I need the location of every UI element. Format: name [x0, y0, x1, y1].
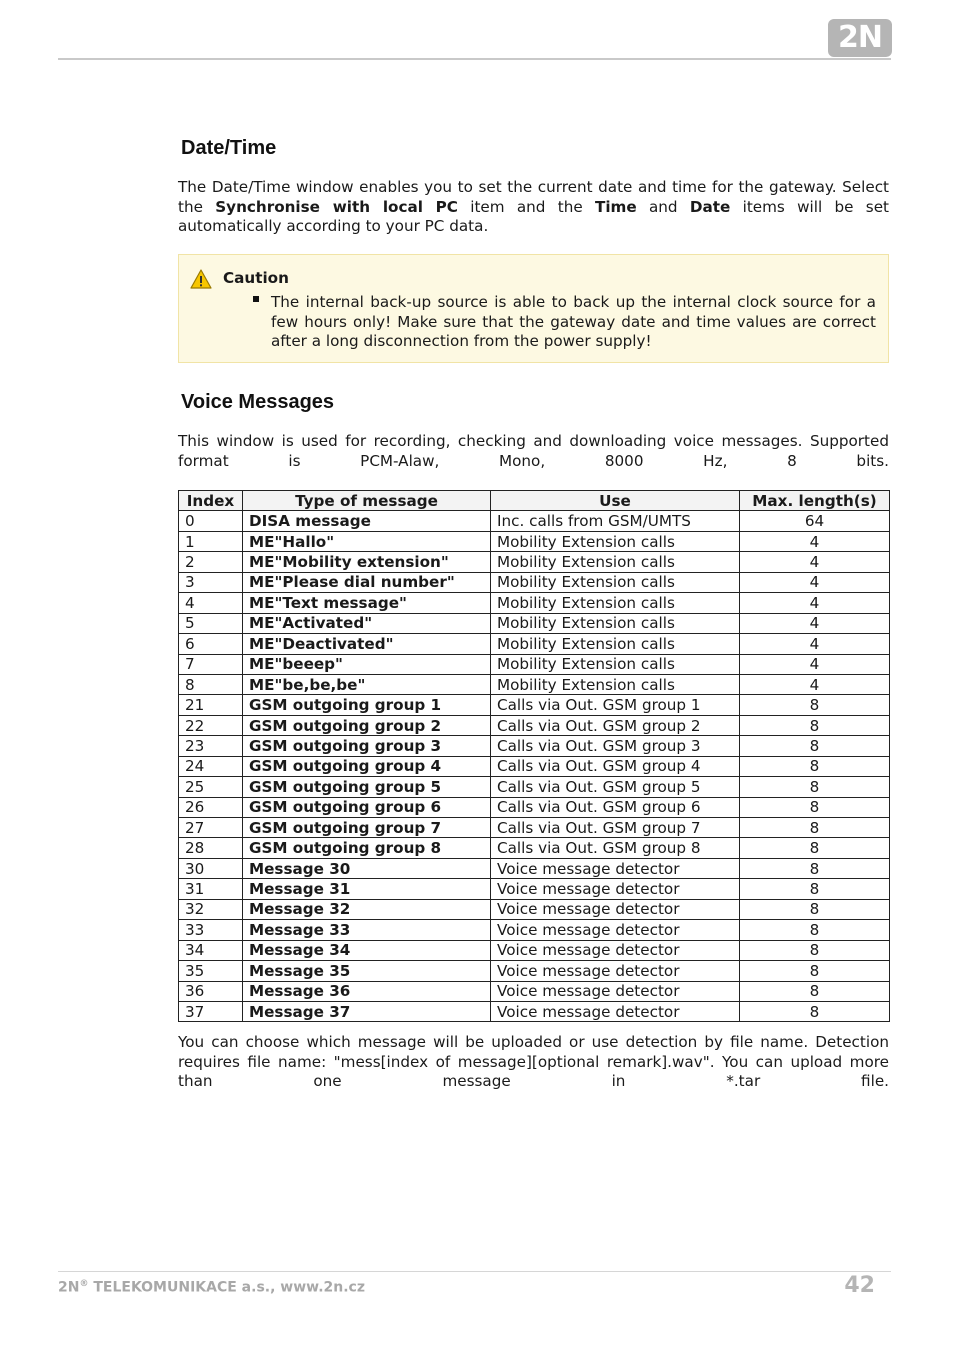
cell-max-length: 8 — [740, 777, 890, 797]
voice-messages-heading: Voice Messages — [181, 391, 335, 413]
cell-index: 4 — [179, 593, 243, 613]
cell-max-length: 4 — [740, 572, 890, 592]
table-row — [179, 981, 890, 1001]
cell-type: Message 35 — [243, 961, 491, 981]
table-row — [179, 818, 890, 838]
page-number: 42 — [844, 1273, 875, 1298]
cell-max-length: 4 — [740, 674, 890, 694]
cell-index: 27 — [179, 818, 243, 838]
cell-type: GSM outgoing group 3 — [243, 736, 491, 756]
table-row — [179, 961, 890, 981]
cell-index: 31 — [179, 879, 243, 899]
bold-term-time: Time — [594, 197, 637, 216]
table-row — [179, 695, 890, 715]
cell-use: Calls via Out. GSM group 1 — [491, 695, 740, 715]
cell-index: 24 — [179, 756, 243, 776]
table-row — [179, 920, 890, 940]
cell-type: Message 31 — [243, 879, 491, 899]
table-row — [179, 552, 890, 572]
registered-mark: ® — [79, 1279, 89, 1289]
warning-triangle-icon — [190, 268, 212, 290]
cell-use: Voice message detector — [491, 1001, 740, 1021]
text-run: items will be set automatically according to your PC data. — [178, 197, 890, 236]
cell-max-length: 4 — [740, 552, 890, 572]
cell-max-length: 4 — [740, 593, 890, 613]
cell-max-length: 8 — [740, 818, 890, 838]
cell-index: 25 — [179, 777, 243, 797]
text-run: item and the — [457, 197, 595, 216]
cell-use: Calls via Out. GSM group 6 — [491, 797, 740, 817]
cell-use: Calls via Out. GSM group 3 — [491, 736, 740, 756]
bullet-marker — [253, 296, 259, 302]
cell-type: ME"Deactivated" — [243, 634, 491, 654]
cell-use: Mobility Extension calls — [491, 572, 740, 592]
cell-type: Message 37 — [243, 1001, 491, 1021]
bold-term-sync: Synchronise with local PC — [215, 197, 458, 216]
cell-max-length: 8 — [740, 961, 890, 981]
footer-company — [58, 1279, 365, 1296]
text-run: The Date/Time window enables you to set the current date and time for the gateway. Select the — [178, 178, 889, 216]
cell-max-length: 8 — [740, 838, 890, 858]
table-row — [179, 899, 890, 919]
cell-max-length: 8 — [740, 715, 890, 735]
caution-title: Caution — [223, 269, 289, 287]
cell-max-length: 8 — [740, 736, 890, 756]
cell-max-length: 4 — [740, 613, 890, 633]
cell-max-length: 8 — [740, 756, 890, 776]
voice-messages-table — [178, 490, 890, 1022]
cell-use: Calls via Out. GSM group 7 — [491, 818, 740, 838]
table-row — [179, 838, 890, 858]
cell-max-length: 8 — [740, 1001, 890, 1021]
table-row — [179, 511, 890, 531]
cell-type: GSM outgoing group 6 — [243, 797, 491, 817]
cell-type: GSM outgoing group 8 — [243, 838, 491, 858]
table-body — [179, 511, 890, 1022]
table-row — [179, 940, 890, 960]
table-row — [179, 593, 890, 613]
bold-term-date: Date — [689, 197, 731, 216]
cell-type: ME"Activated" — [243, 613, 491, 633]
date-time-paragraph — [178, 178, 889, 237]
cell-type: Message 36 — [243, 981, 491, 1001]
column-header-type: Type of message — [243, 491, 491, 511]
cell-index: 36 — [179, 981, 243, 1001]
cell-type: ME"beeep" — [243, 654, 491, 674]
cell-index: 5 — [179, 613, 243, 633]
cell-type: GSM outgoing group 1 — [243, 695, 491, 715]
cell-index: 22 — [179, 715, 243, 735]
cell-index: 7 — [179, 654, 243, 674]
cell-use: Voice message detector — [491, 981, 740, 1001]
cell-max-length: 8 — [740, 797, 890, 817]
cell-type: ME"Text message" — [243, 593, 491, 613]
cell-index: 34 — [179, 940, 243, 960]
cell-use: Voice message detector — [491, 858, 740, 878]
cell-max-length: 8 — [740, 879, 890, 899]
cell-max-length: 8 — [740, 858, 890, 878]
cell-index: 6 — [179, 634, 243, 654]
cell-index: 32 — [179, 899, 243, 919]
cell-type: ME"Hallo" — [243, 531, 491, 551]
cell-max-length: 8 — [740, 920, 890, 940]
cell-type: GSM outgoing group 2 — [243, 715, 491, 735]
cell-use: Mobility Extension calls — [491, 613, 740, 633]
footer-company-text: TELEKOMUNIKACE a.s., www.2n.cz — [88, 1279, 365, 1296]
cell-max-length: 4 — [740, 531, 890, 551]
2n-logo: 2N — [828, 19, 892, 57]
cell-type: Message 33 — [243, 920, 491, 940]
table-row — [179, 736, 890, 756]
voice-messages-outro: You can choose which message will be uploaded or use detection by file name. Detection requires file name: "mess[index of message][optional remark].wav". You can upload more than one message in *.tar file. — [178, 1033, 889, 1091]
table-row — [179, 879, 890, 899]
cell-max-length: 4 — [740, 634, 890, 654]
table-row — [179, 777, 890, 797]
table-row — [179, 715, 890, 735]
footer-brand: 2N — [58, 1279, 80, 1296]
cell-index: 33 — [179, 920, 243, 940]
column-header-max-length: Max. length(s) — [740, 491, 890, 511]
cell-index: 8 — [179, 674, 243, 694]
cell-type: Message 34 — [243, 940, 491, 960]
cell-max-length: 8 — [740, 899, 890, 919]
footer-rule — [58, 1271, 891, 1272]
cell-use: Mobility Extension calls — [491, 531, 740, 551]
cell-type: DISA message — [243, 511, 491, 531]
column-header-use: Use — [491, 491, 740, 511]
table-row — [179, 858, 890, 878]
table-row — [179, 613, 890, 633]
cell-index: 35 — [179, 961, 243, 981]
text-run: and — [636, 197, 690, 216]
cell-max-length: 4 — [740, 654, 890, 674]
cell-max-length: 8 — [740, 940, 890, 960]
table-row — [179, 634, 890, 654]
cell-use: Mobility Extension calls — [491, 552, 740, 572]
table-row — [179, 654, 890, 674]
table-row — [179, 756, 890, 776]
cell-type: ME"Please dial number" — [243, 572, 491, 592]
cell-use: Voice message detector — [491, 920, 740, 940]
cell-index: 1 — [179, 531, 243, 551]
cell-index: 26 — [179, 797, 243, 817]
cell-type: ME"Mobility extension" — [243, 552, 491, 572]
table-header-row — [179, 491, 890, 511]
cell-use: Calls via Out. GSM group 4 — [491, 756, 740, 776]
cell-use: Mobility Extension calls — [491, 593, 740, 613]
cell-max-length: 8 — [740, 695, 890, 715]
cell-use: Calls via Out. GSM group 8 — [491, 838, 740, 858]
cell-use: Voice message detector — [491, 961, 740, 981]
cell-type: Message 32 — [243, 899, 491, 919]
caution-box — [178, 254, 889, 363]
cell-use: Calls via Out. GSM group 2 — [491, 715, 740, 735]
cell-index: 2 — [179, 552, 243, 572]
cell-index: 30 — [179, 858, 243, 878]
cell-use: Voice message detector — [491, 899, 740, 919]
cell-type: Message 30 — [243, 858, 491, 878]
cell-index: 23 — [179, 736, 243, 756]
cell-use: Mobility Extension calls — [491, 634, 740, 654]
table-row — [179, 1001, 890, 1021]
voice-messages-intro: This window is used for recording, checking and downloading voice messages. Supported format is PCM-Alaw, Mono, 8000 Hz, 8 bits. — [178, 432, 889, 470]
cell-use: Inc. calls from GSM/UMTS — [491, 511, 740, 531]
cell-use: Calls via Out. GSM group 5 — [491, 777, 740, 797]
table-row — [179, 797, 890, 817]
cell-max-length: 64 — [740, 511, 890, 531]
cell-type: GSM outgoing group 4 — [243, 756, 491, 776]
cell-index: 28 — [179, 838, 243, 858]
table-row — [179, 674, 890, 694]
cell-use: Mobility Extension calls — [491, 654, 740, 674]
cell-index: 21 — [179, 695, 243, 715]
cell-use: Voice message detector — [491, 940, 740, 960]
cell-index: 37 — [179, 1001, 243, 1021]
table-row — [179, 531, 890, 551]
caution-text: The internal back-up source is able to back up the internal clock source for a few hours only! Make sure that the gateway date and time values are correct after a long disconnection from the power supply! — [271, 293, 876, 351]
cell-index: 0 — [179, 511, 243, 531]
header-rule — [58, 58, 891, 60]
cell-type: ME"be,be,be" — [243, 674, 491, 694]
cell-use: Mobility Extension calls — [491, 674, 740, 694]
cell-max-length: 8 — [740, 981, 890, 1001]
cell-type: GSM outgoing group 7 — [243, 818, 491, 838]
cell-use: Voice message detector — [491, 879, 740, 899]
cell-type: GSM outgoing group 5 — [243, 777, 491, 797]
table-row — [179, 572, 890, 592]
column-header-index: Index — [179, 491, 243, 511]
cell-index: 3 — [179, 572, 243, 592]
date-time-heading: Date/Time — [181, 137, 277, 159]
